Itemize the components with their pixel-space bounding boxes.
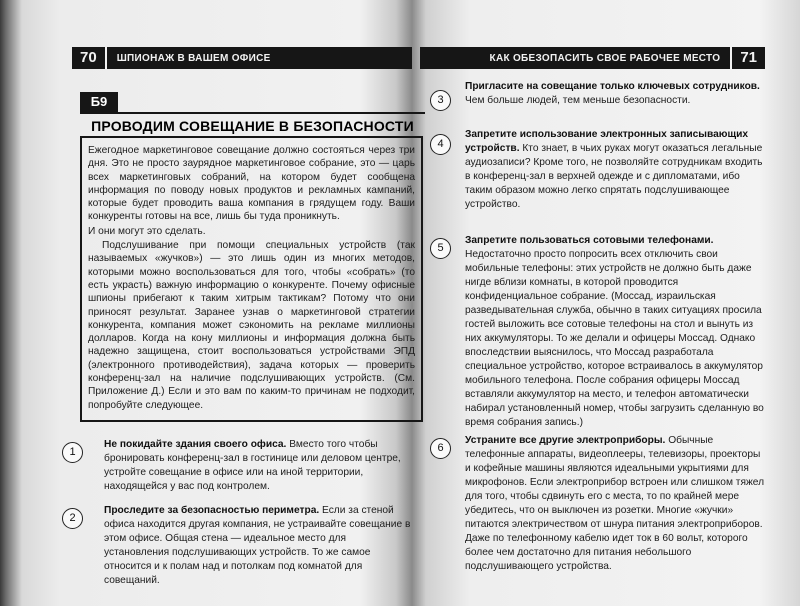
tip-heading: Запретите использование электронных записывающих устройств.	[465, 129, 749, 154]
tip-heading: Не покидайте здания своего офиса.	[104, 439, 287, 450]
tip-text	[465, 128, 765, 212]
tip-heading: Пригласите на совещание только ключевых сотрудников.	[465, 81, 760, 92]
intro-paragraph: Подслушивание при помощи специальных устройств (так называемых «жучков») — это лишь один из многих методов, которыми можно воспользоваться для того, чтобы «собрать» (то есть украсть) важную информацию о конкуренте. Почему офисные шпионы прибегают к таким хитрым тактикам? Потому что они приносят результат. Заранее узнав о маркетинговой стратегии конкурента, компания может сэкономить на рекламе миллионы долларов. Когда на кону миллионы и информация должна быть надежно защищена, стоит воспользоваться устройствами ЭПД (электронного противодействия), задача которых — проверить конференц-зал на наличие подслушивающих устройств. (См. Приложение Д.) Если и это вам по каким-то причинам не подходит, попробуйте следующее.	[88, 240, 415, 411]
section-rule	[80, 112, 425, 114]
tip-body: Если за стеной офиса находится другая компания, не устраивайте совещание в этом офисе. Общая стена — идеальное место для установления подслушивающих устройств. То же самое относится и к полам над и потолкам под комнатой для совещаний.	[104, 505, 411, 586]
tip-heading: Запретите пользоваться сотовыми телефонами.	[465, 235, 714, 246]
item-number-circle: 3	[430, 90, 451, 111]
item-number-circle: 4	[430, 134, 451, 155]
tip-body: Кто знает, в чьих руках могут оказаться легальные аудиозаписи? Кроме того, не позволяйте сотрудникам входить в конференц-зал в верхней одежде и с дипломатами, ибо таким образом можно легко спрятать подслушивающее устройство.	[465, 143, 763, 210]
page-number: 71	[730, 47, 765, 69]
item-number-circle: 2	[62, 508, 83, 529]
tip-item	[62, 438, 414, 494]
tip-body: Недостаточно просто попросить всех отключить свои мобильные телефоны: этих устройств не должно быть даже нигде вблизи комнаты, в которой проводится конфиденциальное собрание. (Моссад, израильская разведывательная служба, обычно в таких ситуациях просила гостей выложить все сотовые телефоны на стол и вынуть из них аккумуляторы. То же делали и офицеры Моссад. Однако впоследствии выяснилось, что Моссад разработала специальное устройство, которое встраивалось в аккумулятор мобильного телефона. После собрания офицеры Моссад вставляли аккумулятор на место, и телефон автоматически набирал установленный номер, чтобы загрузить сделанную во время собрания запись.)	[465, 249, 764, 428]
tip-text	[104, 504, 414, 588]
tip-text	[465, 434, 765, 574]
intro-paragraph: И они могут это сделать.	[88, 225, 206, 237]
tip-item	[430, 234, 765, 430]
intro-paragraph: Ежегодное маркетинговое совещание должно состояться через три дня. Это не просто заурядное маркетинговое собрание, это — царь всех маркетинговых собраний, на котором будет сообщена информация по поводу новых продуктов и рекламных кампаний, которые будет проводить ваша компания в грядущем году. Ваши конкуренты готовы на все, лишь бы туда проникнуть.	[88, 145, 415, 223]
left-page	[52, 0, 415, 606]
intro-box	[80, 136, 423, 422]
tip-item	[430, 434, 765, 574]
tip-body: Чем больше людей, тем меньше безопасности.	[465, 95, 691, 106]
tip-heading: Устраните все другие электроприборы.	[465, 435, 666, 446]
tip-text	[465, 80, 765, 108]
item-number-circle: 1	[62, 442, 83, 463]
item-number-circle: 6	[430, 438, 451, 459]
tip-body: Вместо того чтобы бронировать конференц-зал в гостинице или деловом центре, устройте совещание в офисе или на иной территории, находящейся у вас под контролем.	[104, 439, 401, 492]
section-title: ПРОВОДИМ СОВЕЩАНИЕ В БЕЗОПАСНОСТИ	[91, 118, 414, 134]
running-header-title: КАК ОБЕЗОПАСИТЬ СВОЕ РАБОЧЕЕ МЕСТО	[489, 52, 721, 64]
tip-item	[430, 80, 765, 108]
tip-heading: Проследите за безопасностью периметра.	[104, 505, 320, 516]
tip-text	[104, 438, 414, 494]
left-page-header	[72, 47, 412, 69]
right-page	[420, 0, 765, 606]
section-badge: Б9	[80, 92, 118, 112]
right-page-header	[420, 47, 765, 69]
tip-text	[465, 234, 765, 430]
running-header-title: ШПИОНАЖ В ВАШЕМ ОФИСЕ	[116, 52, 271, 64]
item-number-circle: 5	[430, 238, 451, 259]
tip-item	[62, 504, 414, 588]
tip-body: Обычные телефонные аппараты, видеоплееры, телевизоры, проекторы и кофейные машины являются идеальными укрытиями для микрофонов. Если электроприбор встроен или слишком тяжел для того, чтобы сдвинуть его с места, то по крайней мере убедитесь, что он выключен из розетки. Многие «жучки» питаются электричеством от шнура питания электроприборов. Даже по телефонному кабелю идет ток в 60 вольт, которого более чем достаточно для питания небольшого подслушивающего устройства.	[465, 435, 765, 572]
page-number: 70	[72, 47, 107, 69]
tip-item	[430, 128, 765, 212]
